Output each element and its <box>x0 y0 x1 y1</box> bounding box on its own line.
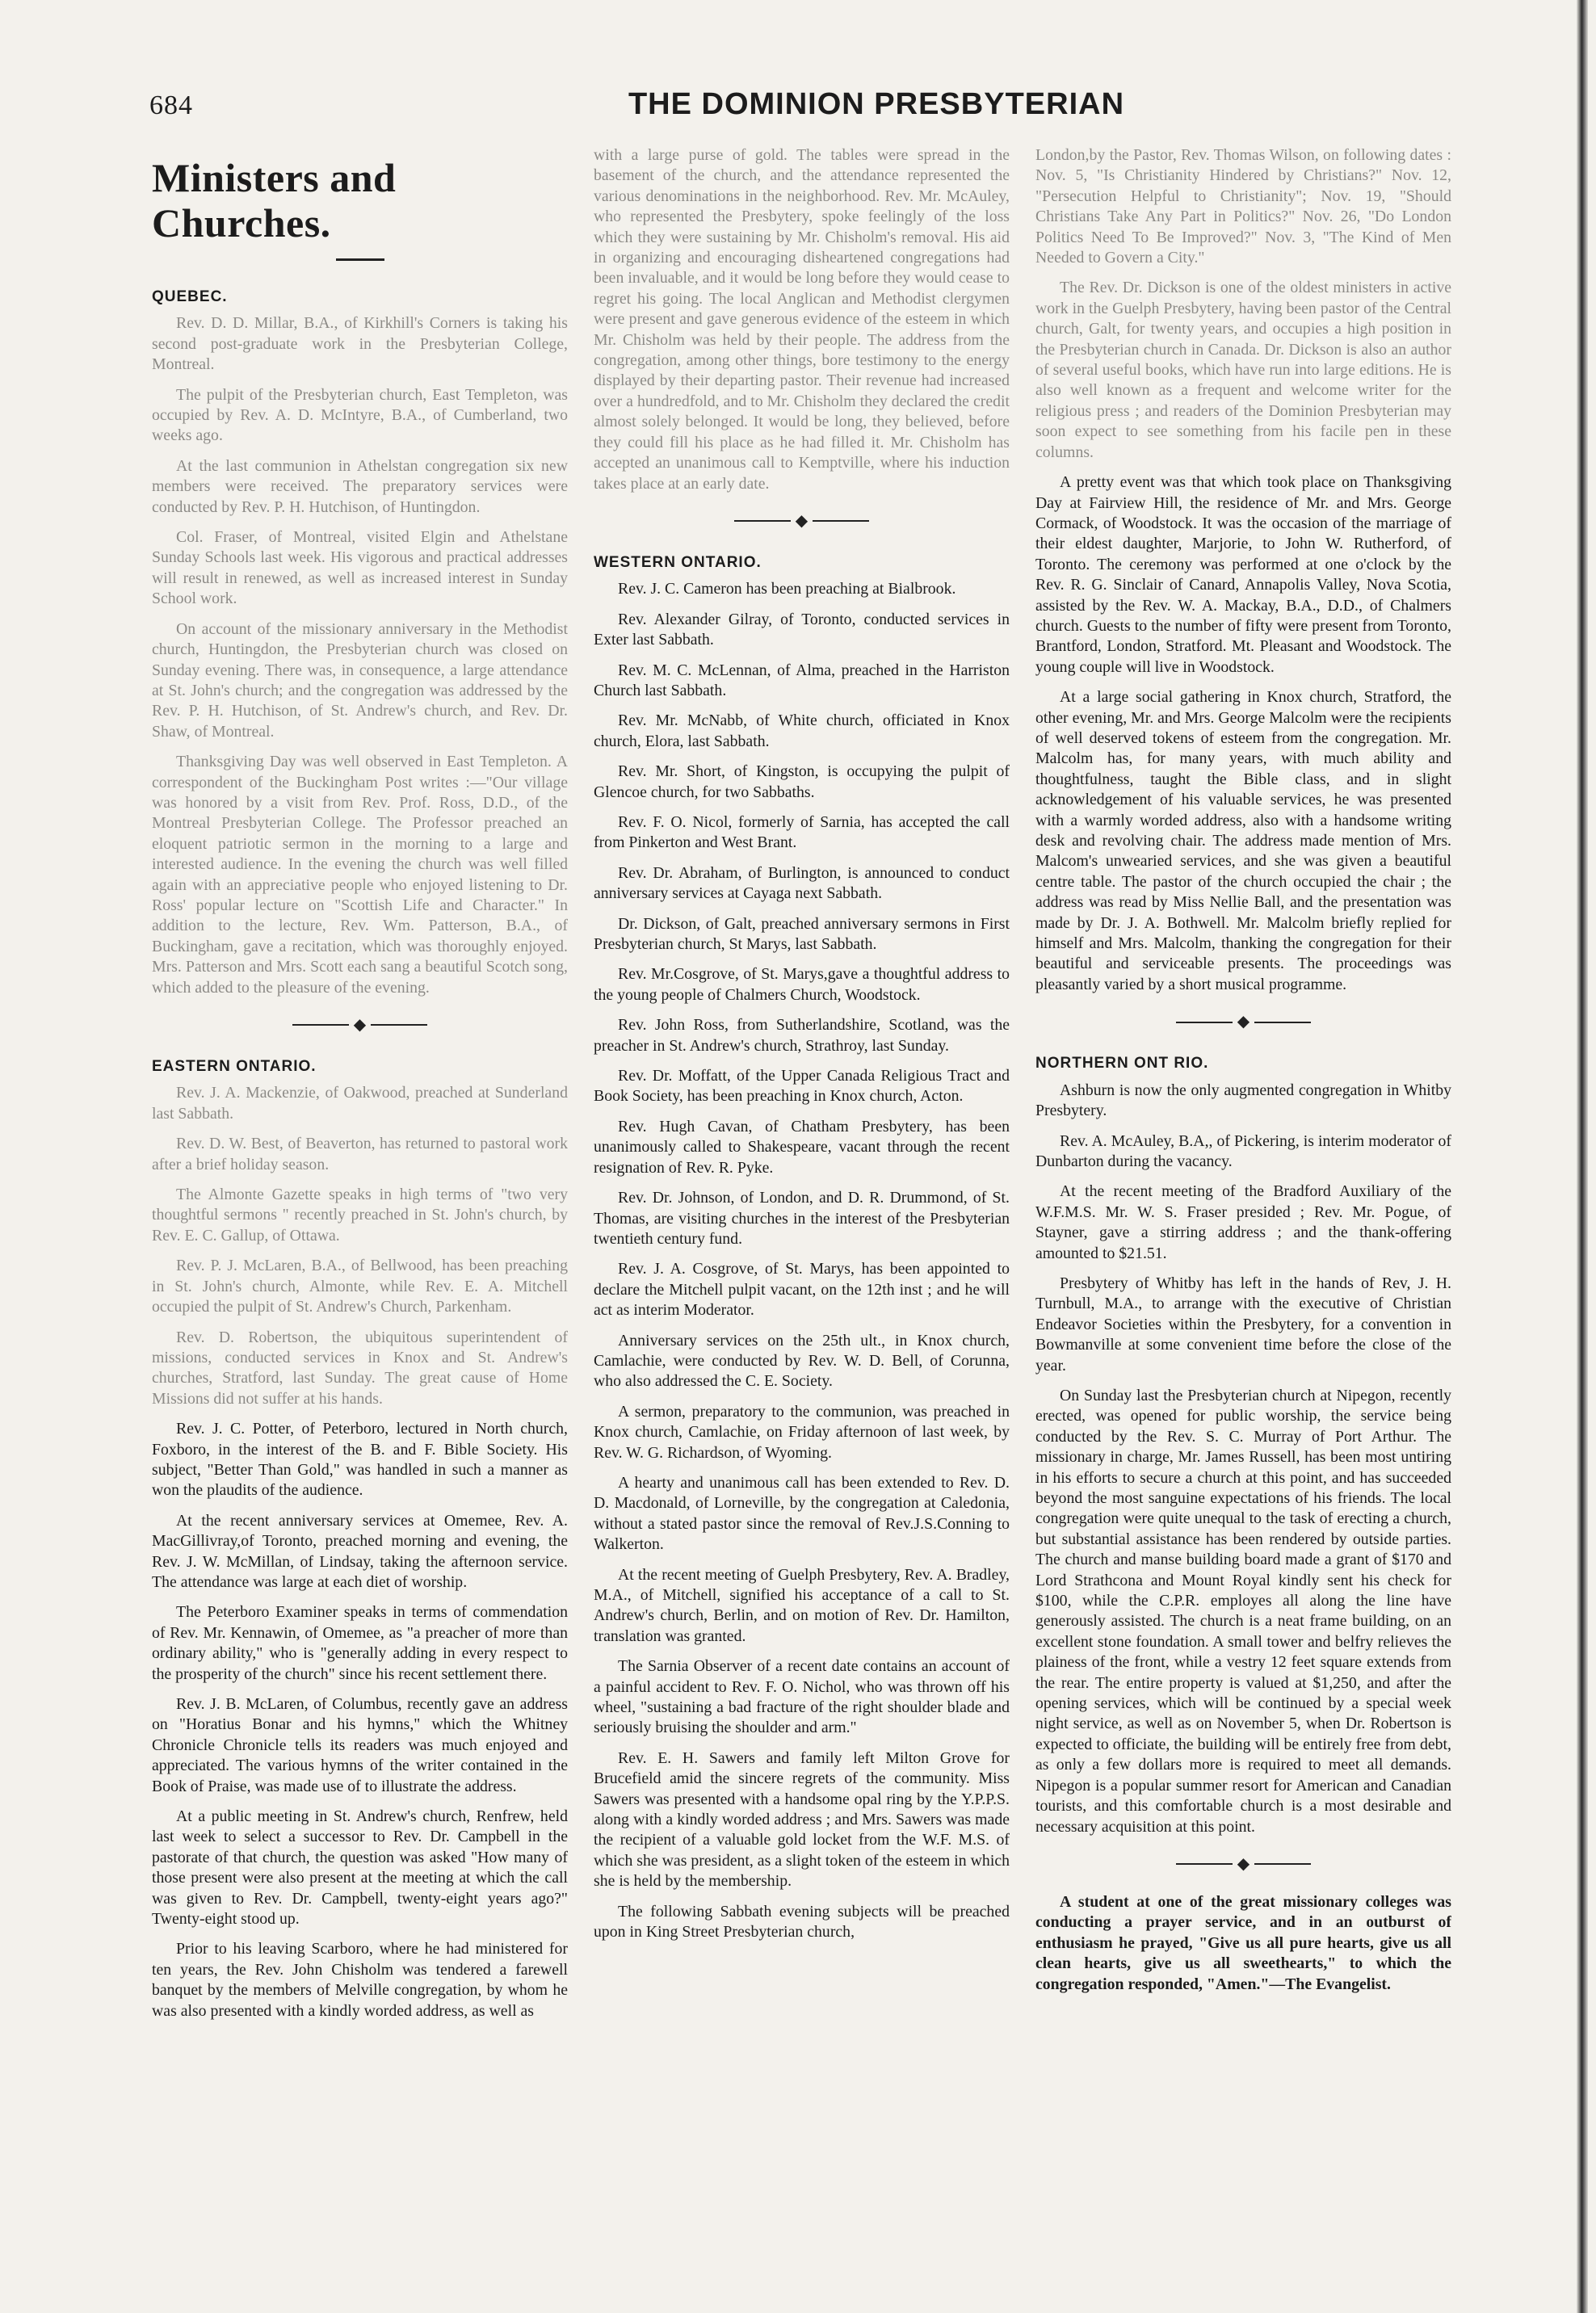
news-item: Rev. J. A. Cosgrove, of St. Marys, has been appointed to declare the Mitchell pulpit vacant, on the 12th inst ; and he will act as interim Moderator. <box>594 1260 1010 1320</box>
news-item: Rev. J. C. Cameron has been preaching at Bialbrook. <box>618 580 956 598</box>
news-item: A sermon, preparatory to the communion, was preached in Knox church, Camlachie, on Friday afternoon of last week, by Rev. W. G. Richardson, of Wyoming. <box>594 1402 1010 1462</box>
news-item: The Almonte Gazette speaks in high terms of "two very thoughtful sermons " recently preached in St. John's church, by Rev. E. C. Gallup, of Ottawa. <box>152 1186 568 1245</box>
section-heading: EASTERN ONTARIO. <box>152 1058 317 1076</box>
news-item: Rev. Mr. McNabb, of White church, officiated in Knox church, Elora, last Sabbath. <box>594 712 1010 750</box>
news-item: Rev. Dr. Abraham, of Burlington, is announced to conduct anniversary services at Cayaga next Sabbath. <box>594 863 1010 903</box>
news-item: The Peterboro Examiner speaks in terms of commendation of Rev. Mr. Kennawin, of Omemee, as "a preacher of more than ordinary ability," who is "generally adding in every respect to the prosperity of the church" since his recent settlement there. <box>152 1603 568 1683</box>
column-3-body <box>1035 145 1451 1995</box>
news-item: On Sunday last the Presbyterian church at Nipegon, recently erected, was opened for public worship, the service being conducted by the Rev. S. C. Murray of Port Arthur. The missionary in charge, Mr. James Russell, has been most untiring in his efforts to secure a church at this point, and has succeeded beyond the most sanguine expectations of his friends. The local congregation were quite unequal to the task of erecting a church, but substantial assistance has been rendered by outside parties. The church and manse building board made a grant of $170 and Lord Strathcona and Mount Royal kindly sent his check for $100, while the C.P.R. employes all along the line have generously assisted. The church is a neat frame building, on an excellent stone foundation. A small tower and belfry relieves the plainess of the front, while a vestry 12 feet square extends from the rear. The entire property is valued at $1,250, and after the opening services, which will be continued by a special week night service, as well as on November 5, when Dr. Robertson is expected to officiate, the building will be entirely free from debt, as only a few dollars more is required to meet all demands. Nipegon is a popular summer resort for American and Canadian tourists, and this comfortable church is a most desirable and necessary acquisition at this point. <box>1035 1386 1451 1836</box>
column-1-body <box>152 287 568 2021</box>
news-item: Rev. Dr. Moffatt, of the Upper Canada Religious Tract and Book Society, has been preaching in Knox church, Acton. <box>594 1067 1010 1106</box>
section-divider-ornament: ◆ <box>1035 1011 1451 1032</box>
news-item: Presbytery of Whitby has left in the hands of Rev, J. H. Turnbull, M.A., to arrange with the executive of Christian Endeavor Societies within the Presbytery, for a convention in Bowmanville at some convenient time before the close of the year. <box>1035 1274 1451 1375</box>
news-item: Prior to his leaving Scarboro, where he had ministered for ten years, the Rev. John Chisholm was tendered a farewell banquet by the members of Melville congregation, by whom he was also presented with a kindly worded address, as well as <box>152 1940 568 2020</box>
title-rule <box>336 258 384 261</box>
section-divider-ornament: ◆ <box>152 1014 568 1035</box>
news-item: At the recent anniversary services at Omemee, Rev. A. MacGillivray,of Toronto, preached morning and evening, the Rev. J. W. McMillan, of Lindsay, taking the afternoon service. The attendance was large at each diet of worship. <box>152 1511 568 1591</box>
news-item: At the recent meeting of Guelph Presbytery, Rev. A. Bradley, M.A., of Mitchell, signified his acceptance of a call to St. Andrew's church, Berlin, and on motion of Rev. Dr. Hamilton, translation was granted. <box>594 1565 1010 1645</box>
news-item: Rev. F. O. Nicol, formerly of Sarnia, has accepted the call from Pinkerton and West Brant. <box>594 813 1010 852</box>
page-edge-rule <box>1577 0 1588 2313</box>
news-item: A pretty event was that which took place on Thanksgiving Day at Fairview Hill, the residence of Mr. and Mrs. George Cormack, of Woodstock. It was the occasion of the marriage of their eldest daughter, Marjorie, to John W. Rutherford, of Toronto. The ceremony was performed at one o'clock by the Rev. R. G. Sinclair of Canard, Annapolis Valley, Nova Scotia, assisted by the Rev. W. A. Mackay, B.A., D.D., of Chalmers church. Guests to the number of fifty were present from Toronto, Brantford, London, Stratford. Mt. Pleasant and Woodstock. The young couple will live in Woodstock. <box>1035 473 1451 676</box>
news-item: Rev. M. C. McLennan, of Alma, preached in the Harriston Church last Sabbath. <box>594 661 1010 699</box>
news-item: Rev. John Ross, from Sutherlandshire, Scotland, was the preacher in St. Andrew's church, Strathroy, last Sunday. <box>594 1016 1010 1055</box>
section-divider-ornament: ◆ <box>1035 1853 1451 1874</box>
news-item: Rev. E. H. Sawers and family left Milton Grove for Brucefield amid the sincere regrets of the community. Miss Sawers was presented with a handsome opal ring by the Y.P.P.S. along with a kindly worded address ; and Mrs. Sawers was made the recipient of a valuable gold locket from the W.F. M.S. of which she was president, as a slight token of the esteem in which she is held by the membership. <box>594 1748 1010 1891</box>
news-item: Rev. D. D. Millar, B.A., of Kirkhill's Corners is taking his second post-graduate work in the Presbyterian College, Montreal. <box>152 314 568 374</box>
news-item: Rev. J. C. Potter, of Peterboro, lectured in North church, Foxboro, in the interest of the B. and F. Bible Society. His subject, "Better Than Gold," was handled in such a manner as won the plaudits of the audience. <box>152 1420 568 1500</box>
news-item: Rev. J. B. McLaren, of Columbus, recently gave an address on "Horatius Bonar and his hymns," which the Whitney Chronicle Chronicle tells its readers was much enjoyed and appreciated. The various hymns of the writer contained in the Book of Praise, was made use of to illustrate the address. <box>152 1695 568 1795</box>
page-number: 684 <box>149 90 193 120</box>
news-item: Ashburn is now the only augmented congregation in Whitby Presbytery. <box>1035 1081 1451 1120</box>
news-item: At the last communion in Athelstan congregation six new members were received. The preparatory services were conducted by Rev. P. H. Hutchison, of Huntingdon. <box>152 456 568 516</box>
news-item: Rev. A. McAuley, B.A,, of Pickering, is interim moderator of Dunbarton during the vacancy. <box>1035 1131 1451 1170</box>
news-item: A hearty and unanimous call has been extended to Rev. D. D. Macdonald, of Lorneville, by the congregation at Caledonia, without a stated pastor since the removal of Rev.J.S.Conning to Walkerton. <box>594 1473 1010 1554</box>
news-item: Rev. Alexander Gilray, of Toronto, conducted services in Exter last Sabbath. <box>594 610 1010 649</box>
news-item: Rev. Hugh Cavan, of Chatham Presbytery, has been unanimously called to Shakespeare, vacant through the recent resignation of Rev. R. Pyke. <box>594 1117 1010 1177</box>
column-1 <box>152 145 568 2277</box>
page-title: Ministers and Churches. <box>152 155 397 246</box>
news-item: At a public meeting in St. Andrew's church, Renfrew, held last week to select a successor to Rev. Dr. Campbell in the pastorate of that church, the question was asked "How many of those present were also present at the meeting at which the call was given to Rev. Dr. Campbell, twenty-eight years ago?" Twenty-eight stood up. <box>152 1807 568 1929</box>
news-item: Anniversary services on the 25th ult., in Knox church, Camlachie, were conducted by Rev. W. D. Bell, of Corunna, who also addressed the C. E. Society. <box>594 1331 1010 1391</box>
news-item: The Sarnia Observer of a recent date contains an account of a painful accident to Rev. F. O. Nichol, who was thrown off his wheel, "sustaining a bad fracture of the right shoulder blade and seriously bruising the shoulder and arm." <box>594 1657 1010 1737</box>
running-title: THE DOMINION PRESBYTERIAN <box>628 87 1125 121</box>
column-2-body <box>594 145 1010 1943</box>
column-2 <box>594 145 1010 2277</box>
news-item: Rev. J. A. Mackenzie, of Oakwood, preached at Sunderland last Sabbath. <box>152 1084 568 1123</box>
column-3 <box>1035 145 1451 2277</box>
news-item: Rev. D. Robertson, the ubiquitous superintendent of missions, conducted services in Knox and St. Andrew's churches, Stratford, last Sunday. The great cause of Home Missions did not suffer at his hands. <box>152 1328 568 1408</box>
section-heading: QUEBEC. <box>152 288 228 305</box>
news-item: Rev. Mr.Cosgrove, of St. Marys,gave a thoughtful address to the young people of Chalmers Church, Woodstock. <box>594 965 1010 1004</box>
section-heading: NORTHERN ONT RIO. <box>1035 1055 1209 1073</box>
news-item: London,by the Pastor, Rev. Thomas Wilson, on following dates : Nov. 5, "Is Christianity Hindered by Christians?" Nov. 12, "Persecution Helpful to Christianity"; Nov. 19, "Should Christians Take Any Part in Politics?" Nov. 26, "Do London Politics Need To Be Improved?" Nov. 3, "The Kind of Men Needed to Govern a City." <box>1035 146 1451 267</box>
news-item: Rev. Dr. Johnson, of London, and D. R. Drummond, of St. Thomas, are visiting churches in the interest of the Presbyterian twentieth century fund. <box>594 1189 1010 1248</box>
news-item: Rev. D. W. Best, of Beaverton, has returned to pastoral work after a brief holiday season. <box>152 1135 568 1173</box>
news-item: A student at one of the great missionary colleges was conducting a prayer service, and in an outburst of enthusiasm he prayed, "Give us all pure hearts, give us all clean hearts, give us all sweethearts," to which the congregation responded, "Amen."—The Evangelist. <box>1035 1892 1451 1993</box>
news-item: The pulpit of the Presbyterian church, East Templeton, was occupied by Rev. A. D. McIntyre, B.A., of Cumberland, two weeks ago. <box>152 385 568 445</box>
news-item: Thanksgiving Day was well observed in East Templeton. A correspondent of the Buckingham Post writes :—"Our village was honored by a visit from Rev. Prof. Ross, D.D., of the Montreal Presbyterian College. The Professor preached an eloquent patriotic sermon in the morning to a large and interested audience. In the evening the church was well filled again with an appreciative people who enjoyed listening to Dr. Ross' popular lecture on "Scottish Life and Character." In addition to the lecture, Rev. Wm. Patterson, B.A., of Buckingham, gave a recitation, which was thoroughly enjoyed. Mrs. Patterson and Mrs. Scott each sang a beautiful Scotch song, which added to the pleasure of the evening. <box>152 753 568 997</box>
news-item: The following Sabbath evening subjects will be preached upon in King Street Presbyterian church, <box>594 1902 1010 1941</box>
news-item: At the recent meeting of the Bradford Auxiliary of the W.F.M.S. Mr. W. S. Fraser presided ; Rev. Mr. Pogue, of Stayner, gave a stirring address ; and the thank-offering amounted to $21.51. <box>1035 1182 1451 1262</box>
news-item: Col. Fraser, of Montreal, visited Elgin and Athelstane Sunday Schools last week. His vigorous and practical addresses will result in renewed, as well as increased interest in Sunday School work. <box>152 528 568 608</box>
news-item: On account of the missionary anniversary in the Methodist church, Huntingdon, the Presbyterian church was closed on Sunday evening. There was, in consequence, a large attendance at St. John's church; and the congregation was addressed by the Rev. P. H. Hutchison, of St. Andrew's church, and Rev. Dr. Shaw, of Montreal. <box>152 619 568 741</box>
news-item: Rev. Mr. Short, of Kingston, is occupying the pulpit of Glencoe church, for two Sabbaths. <box>594 762 1010 801</box>
page-header <box>149 87 1522 128</box>
section-divider-ornament: ◆ <box>594 510 1010 531</box>
news-item: The Rev. Dr. Dickson is one of the oldest ministers in active work in the Guelph Presbytery, having been pastor of the Central church, Galt, for twenty years, and occupies a high position in the Presbyterian church in Canada. Dr. Dickson is also an author of several useful books, which have run into large editions. He is also well known as a frequent and welcome writer for the religious press ; and readers of the Dominion Presbyterian may soon expect to see something from his facile pen in these columns. <box>1035 279 1451 461</box>
news-item: with a large purse of gold. The tables were spread in the basement of the church, and the attendance represented the various denominations in the neighborhood. Rev. Mr. McAuley, who represented the Presbytery, spoke feelingly of the loss which they were sustaining by Mr. Chisholm's removal. His aid in organizing and encouraging disheartened congregations had been invaluable, and it would be long before they would cease to regret his going. The local Anglican and Methodist clergymen were present and gave generous evidence of the esteem in which Mr. Chisholm was held by their people. The address from the congregation, among other things, bore testimony to the energy displayed by their departing pastor. Their revenue had increased over a hundredfold, and to Mr. Chisholm they declared the credit almost solely belonged. It would be long, they believed, before they could fill his place as he had filled it. Mr. Chisholm has accepted an unanimous call to Kemptville, where his induction takes place at an early date. <box>594 146 1010 493</box>
news-item: At a large social gathering in Knox church, Stratford, the other evening, Mr. and Mrs. George Malcolm were the recipients of well deserved tokens of esteem from the congregation. Mr. Malcolm has, for many years, with much ability and thoughtfulness, taught the Bible class, and in slight acknowledgement of his valuable services, he was presented with a warmly worded address, also with a handsome writing desk and revolving chair. The address made mention of Mrs. Malcom's unwearied services, and she was given a beautiful centre table. The pastor of the church occupied the chair ; the address was read by Miss Nellie Ball, and the presentation was made by Dr. J. A. Bothwell. Mr. Malcolm briefly replied for himself and Mrs. Malcolm, thanking the congregation for their beautiful and serviceable presents. The proceedings was pleasantly varied by a short musical programme. <box>1035 688 1451 993</box>
news-item: Dr. Dickson, of Galt, preached anniversary sermons in First Presbyterian church, St Marys, last Sabbath. <box>594 914 1010 954</box>
section-heading: WESTERN ONTARIO. <box>594 553 762 571</box>
news-item: Rev. P. J. McLaren, B.A., of Bellwood, has been preaching in St. John's church, Almonte, while Rev. E. A. Mitchell occupied the pulpit of St. Andrew's Church, Parkenham. <box>152 1257 568 1316</box>
